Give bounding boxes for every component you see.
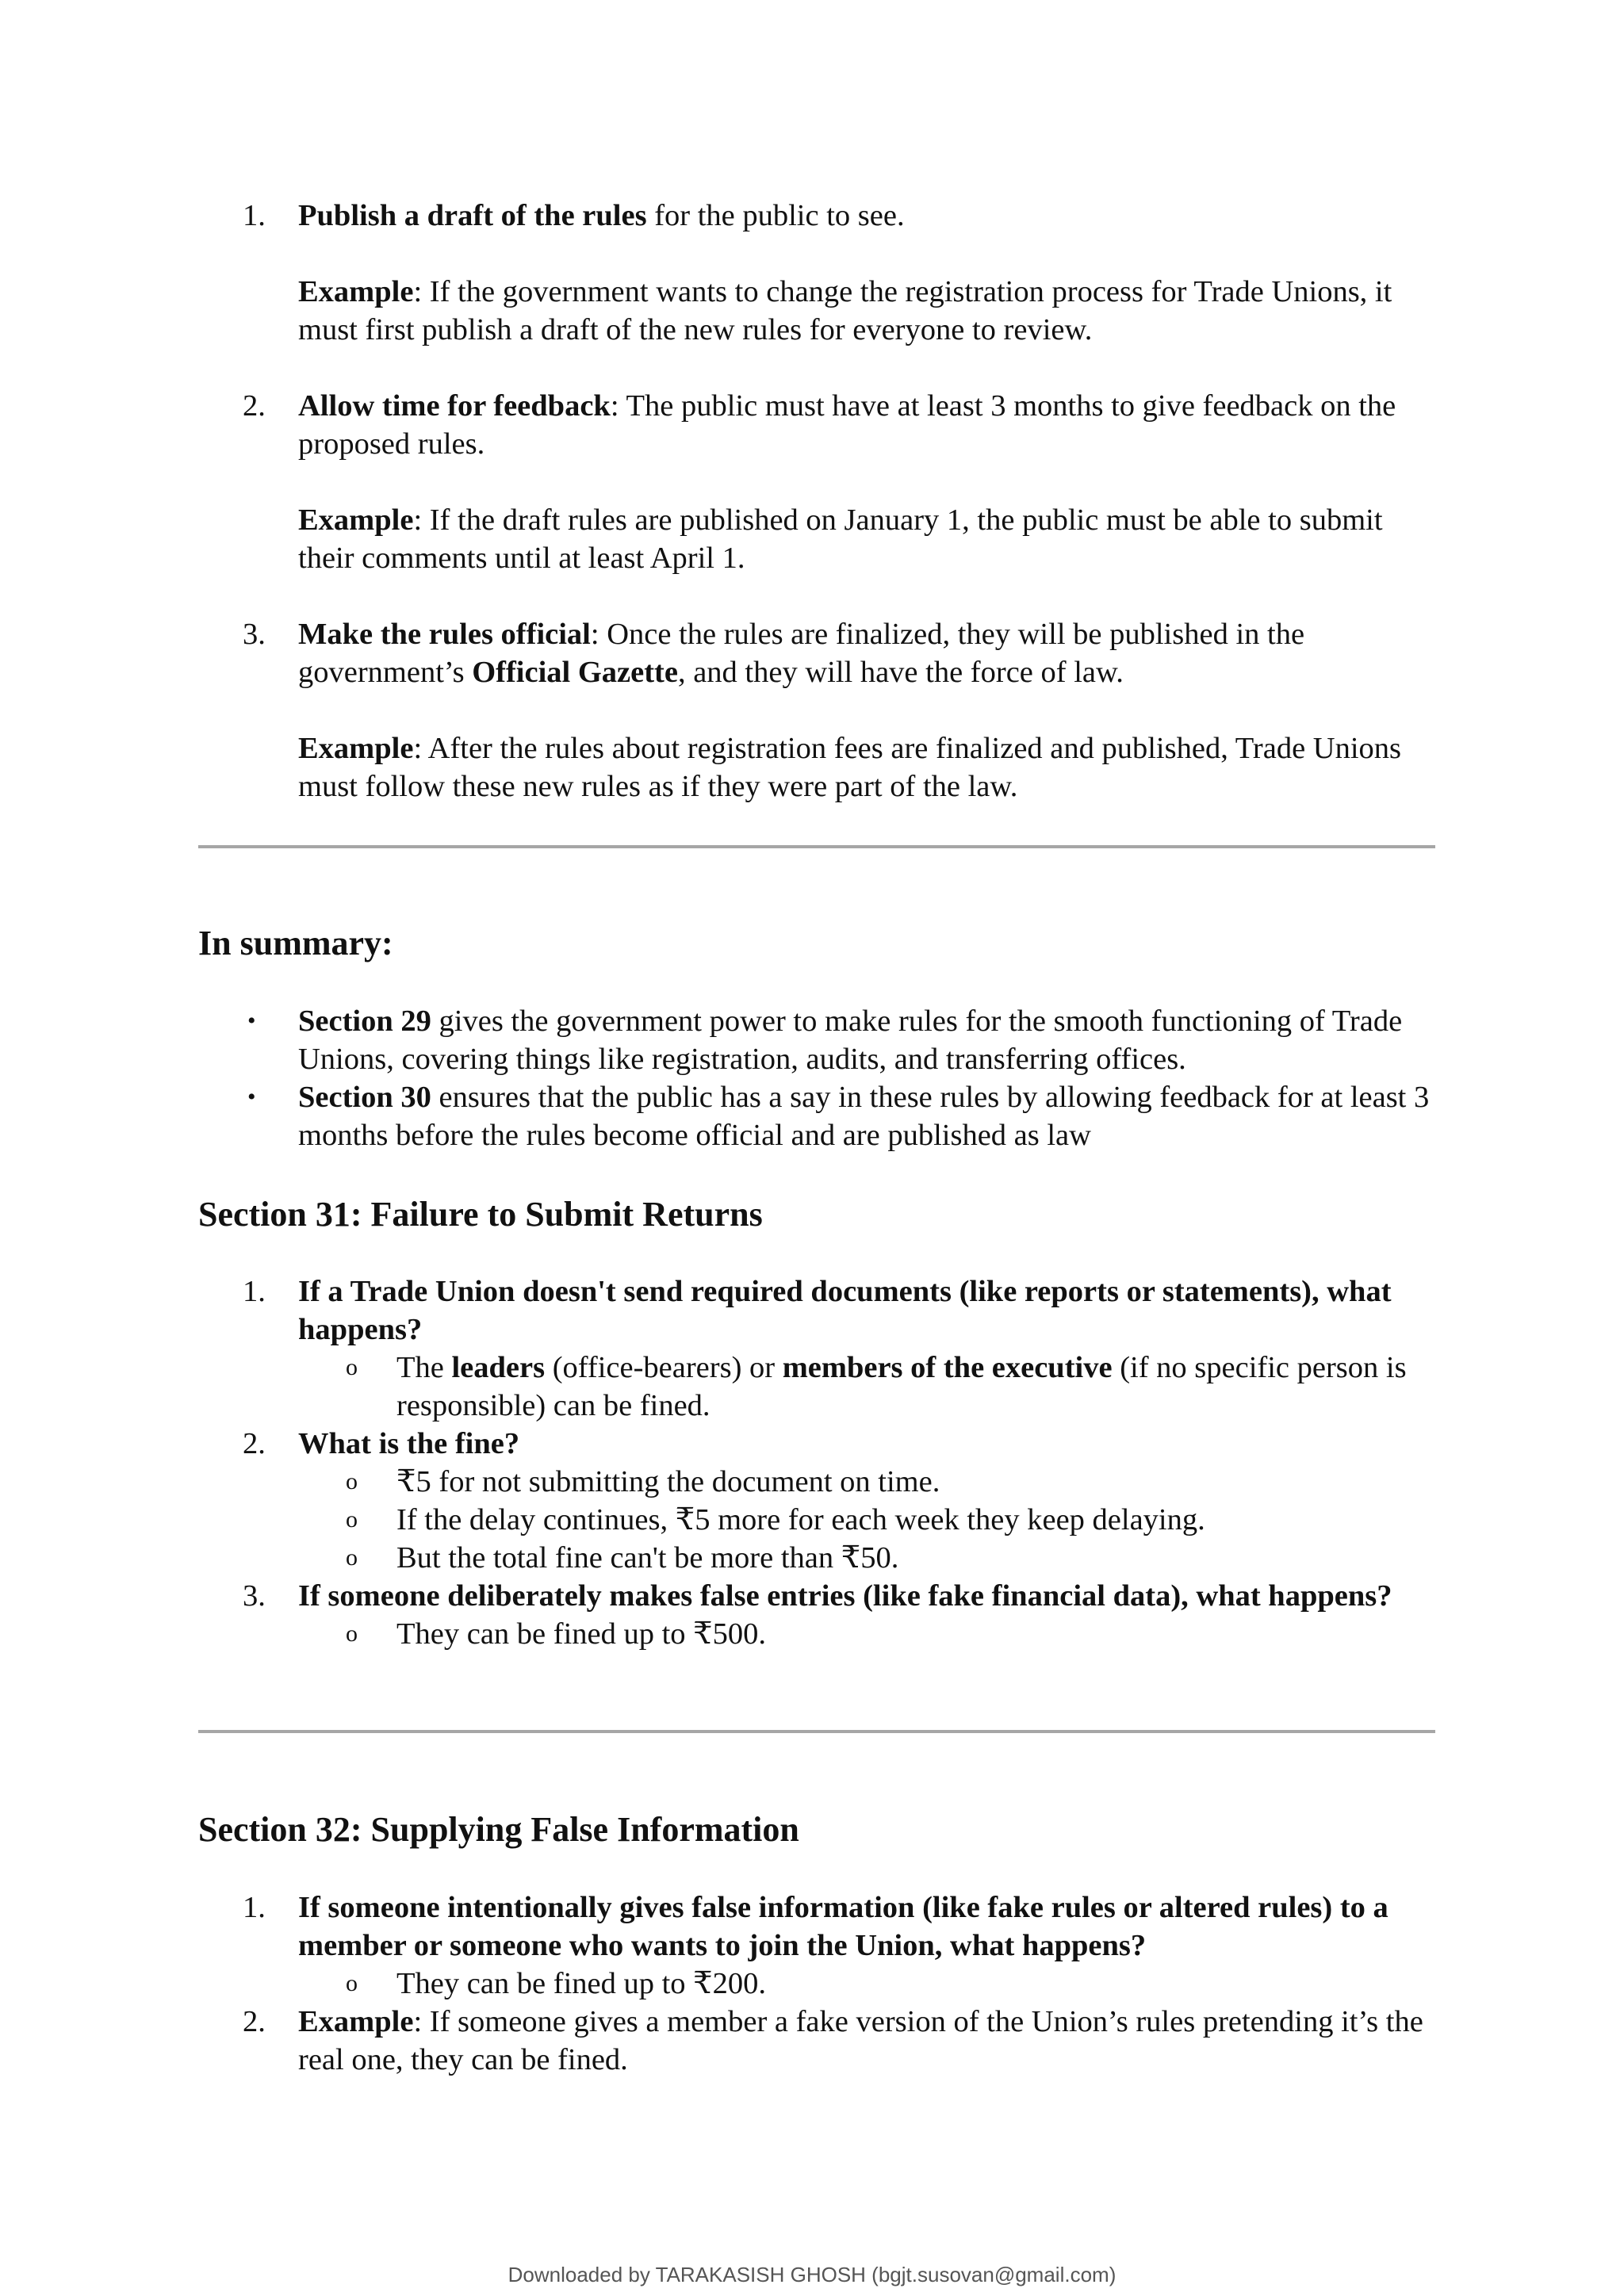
section-31-list <box>198 1272 1435 1653</box>
example-text: Example: If the draft rules are published on January 1, the public must be able to submit their comments until at least April 1. <box>298 503 1383 575</box>
list-number: 2. <box>243 2005 266 2038</box>
list-item <box>198 1272 1435 1349</box>
list-item: 2. Example: If someone gives a member a fake version of the Union’s rules pretending it’s the real one, they can be fined. <box>198 2003 1435 2079</box>
sub-bullet: o <box>346 1468 358 1494</box>
list-item <box>198 197 1435 349</box>
sub-list-item: o The leaders (office-bearers) or members of the executive (if no specific person is responsible) can be fined. <box>198 1349 1435 1425</box>
list-item <box>198 387 1435 577</box>
example-text: Example: After the rules about registration fees are finalized and published, Trade Unions must follow these new rules as if they were part of the law. <box>298 732 1402 803</box>
summary-heading: In summary: <box>198 924 393 962</box>
list-item: • Section 30 ensures that the public has a say in these rules by allowing feedback for at least 3 months before the rules become official and are published as law <box>198 1078 1435 1154</box>
list-number: 1. <box>243 1891 266 1924</box>
list-item <box>198 1888 1435 1965</box>
section-31-heading: Section 31: Failure to Submit Returns <box>198 1195 763 1234</box>
list-item-text: Make the rules official: Once the rules are finalized, they will be published in the government’s Official Gazette, and they will have the force of law. <box>298 618 1305 689</box>
horizontal-rule <box>198 845 1435 848</box>
sub-bullet: o <box>346 1970 358 1996</box>
question-text: What is the fine? <box>298 1427 520 1460</box>
example-text: Example: If the government wants to change the registration process for Trade Unions, it must first publish a draft of the new rules for everyone to review. <box>298 275 1392 346</box>
list-number: 2. <box>243 389 266 423</box>
sub-list-item: o If the delay continues, ₹5 more for each week they keep delaying. <box>198 1501 1435 1539</box>
list-item <box>198 1425 1435 1463</box>
question-text: If someone deliberately makes false entries (like fake financial data), what happens? <box>298 1579 1392 1613</box>
sub-list-item: o They can be fined up to ₹200. <box>198 1965 1435 2003</box>
list-item-text: Allow time for feedback: The public must have at least 3 months to give feedback on the proposed rules. <box>298 389 1396 461</box>
list-number: 2. <box>243 1427 266 1460</box>
list-number: 1. <box>243 199 266 232</box>
list-number: 3. <box>243 618 266 651</box>
list-number: 3. <box>243 1579 266 1613</box>
list-number: 1. <box>243 1275 266 1308</box>
list-item-text: Publish a draft of the rules for the public to see. <box>298 199 905 232</box>
sub-bullet: o <box>346 1506 358 1533</box>
bullet: • <box>247 1008 256 1034</box>
bullet: • <box>247 1084 256 1110</box>
sub-bullet: o <box>346 1354 358 1380</box>
section-32-heading: Section 32: Supplying False Information <box>198 1810 799 1849</box>
sub-list-item: o But the total fine can't be more than ₹50. <box>198 1539 1435 1577</box>
rules-process-list <box>198 197 1435 806</box>
download-footer: Downloaded by TARAKASISH GHOSH (bgjt.susovan@gmail.com) <box>508 2263 1116 2286</box>
horizontal-rule <box>198 1730 1435 1733</box>
question-text: If a Trade Union doesn't send required documents (like reports or statements), what happens? <box>298 1275 1392 1346</box>
sub-bullet: o <box>346 1621 358 1647</box>
sub-bullet: o <box>346 1544 358 1571</box>
list-item <box>198 615 1435 806</box>
section-32-list <box>198 1888 1435 2079</box>
list-item <box>198 1577 1435 1615</box>
list-item: • Section 29 gives the government power to make rules for the smooth functioning of Trade Unions, covering things like registration, audits, and transferring offices. <box>198 1002 1435 1078</box>
sub-list-item: o They can be fined up to ₹500. <box>198 1615 1435 1653</box>
question-text: If someone intentionally gives false information (like fake rules or altered rules) to a member or someone who wants to join the Union, what happens? <box>298 1891 1388 1962</box>
summary-list <box>198 1002 1435 1154</box>
sub-list-item: o ₹5 for not submitting the document on time. <box>198 1463 1435 1501</box>
